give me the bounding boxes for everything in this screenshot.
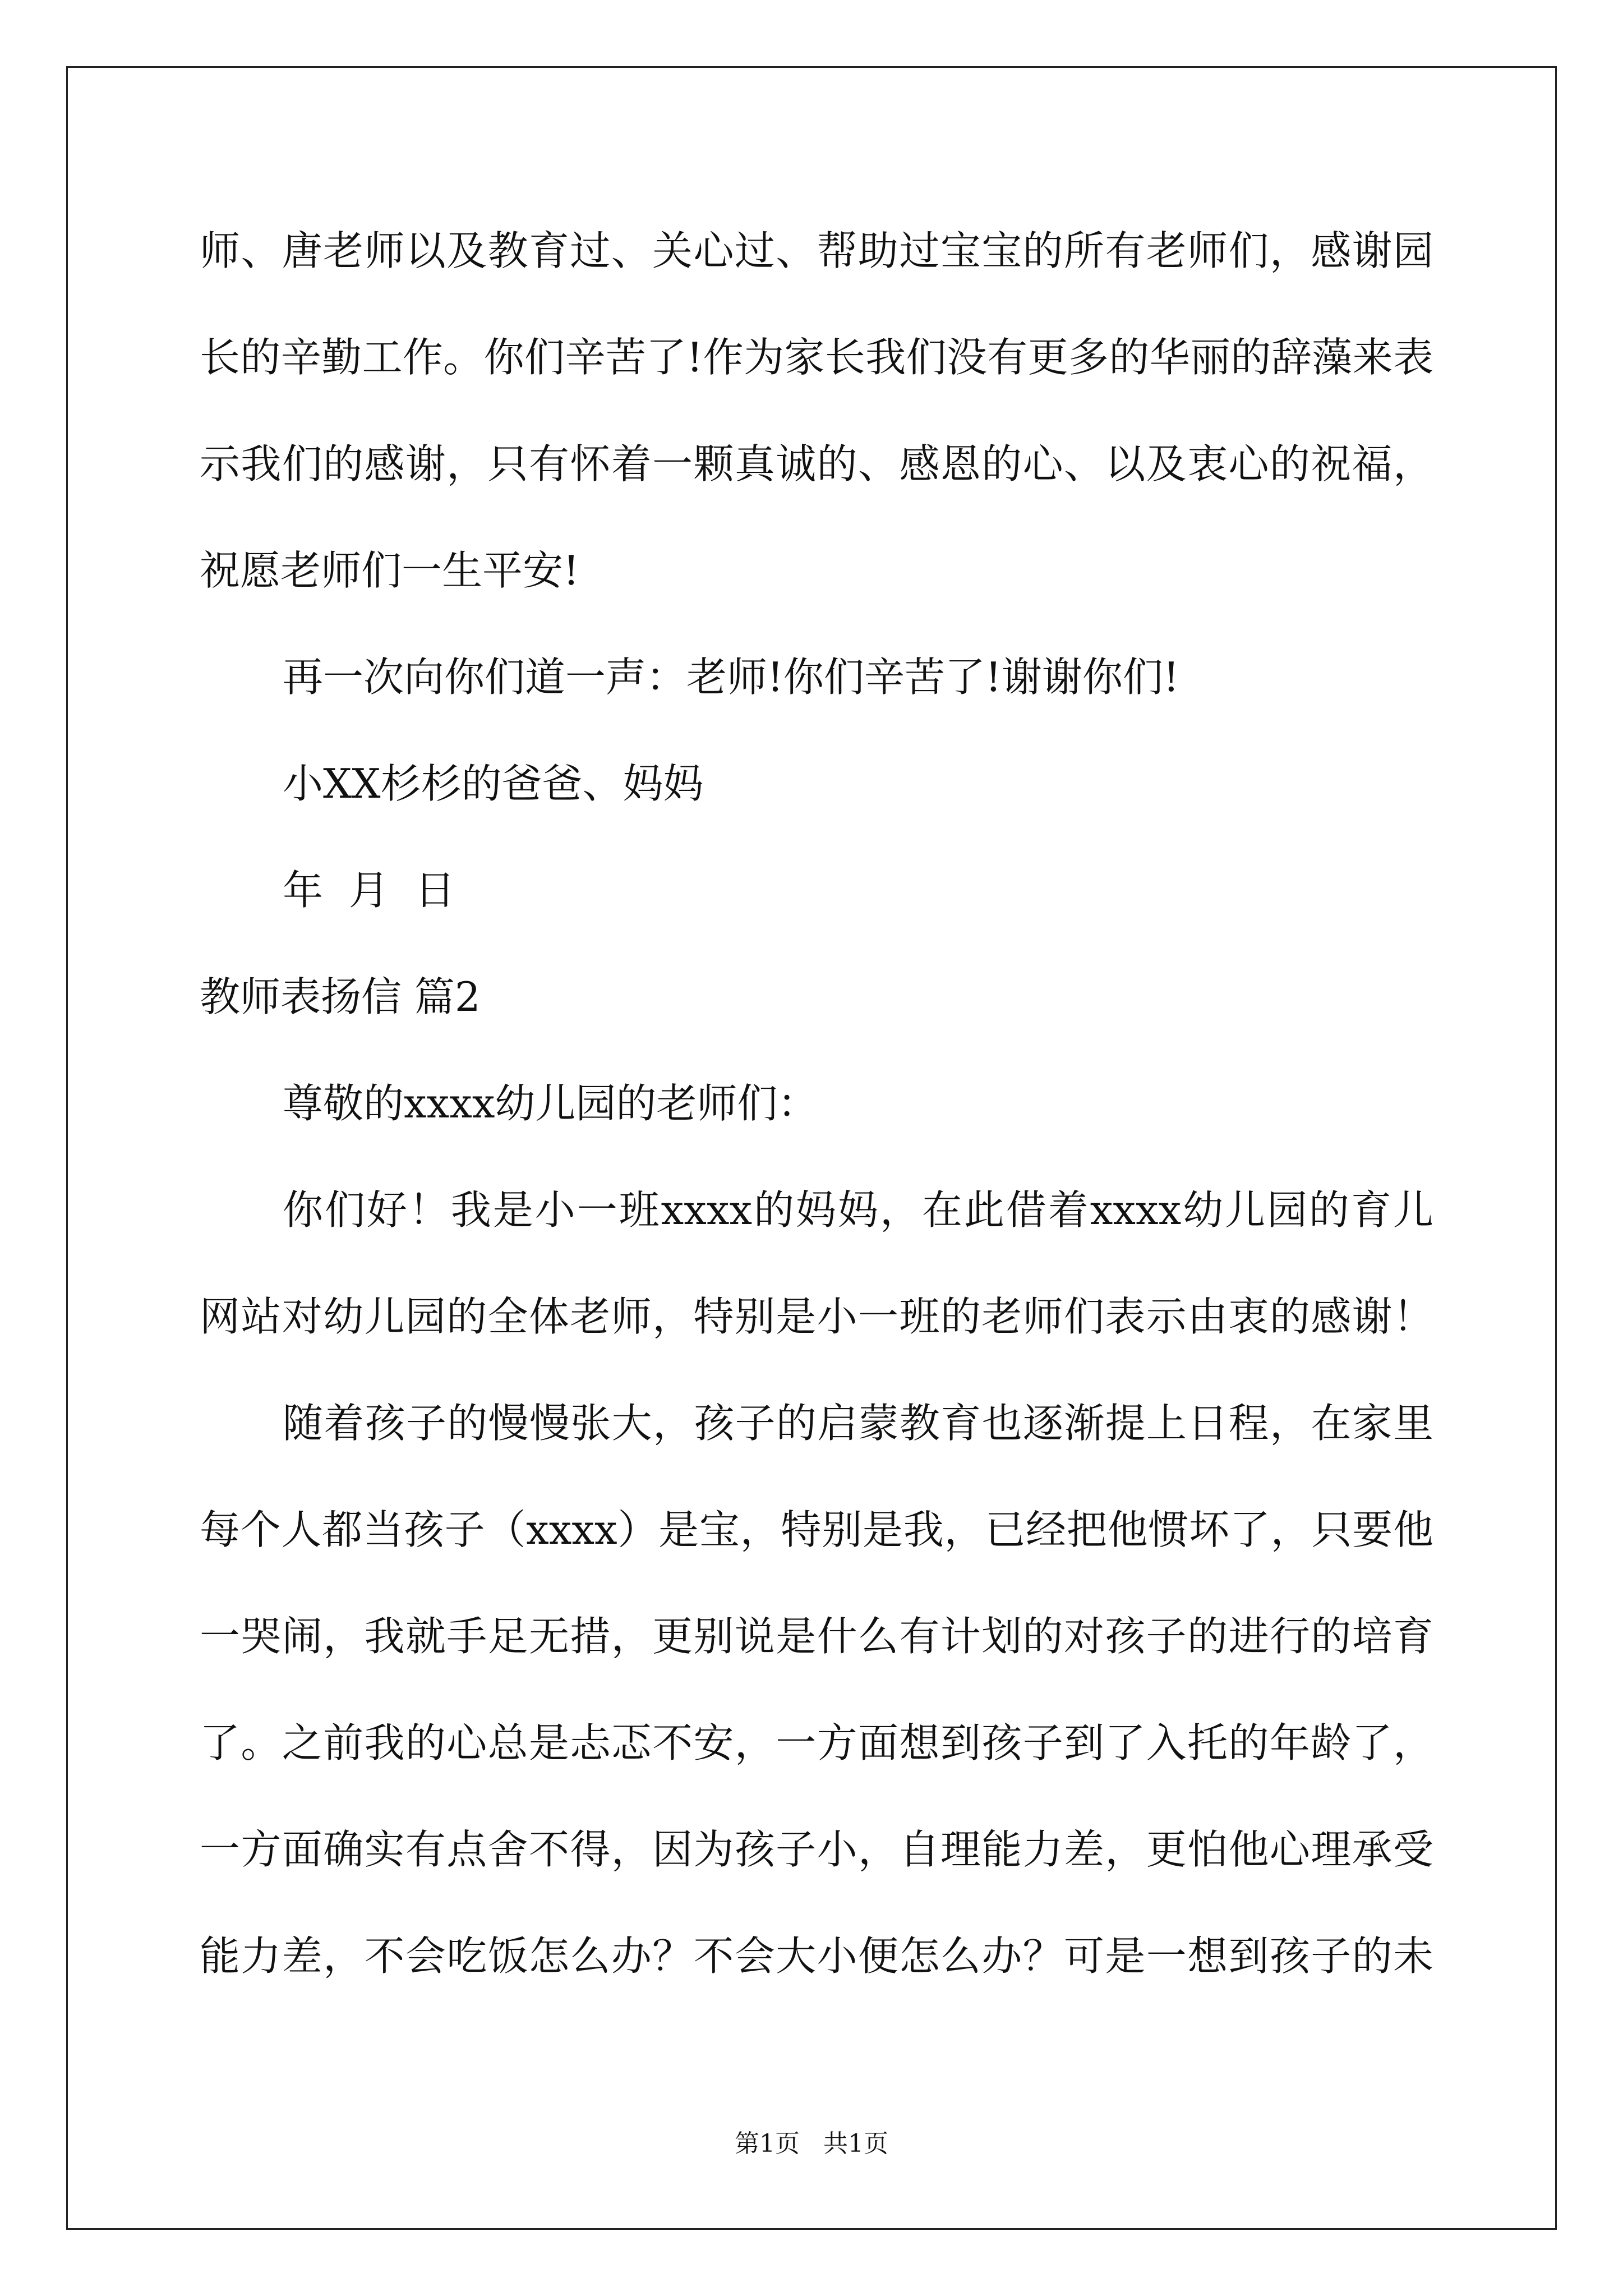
text-line-2: 长的辛勤工作。你们辛苦了!作为家长我们没有更多的华丽的辞藻来表: [200, 334, 1433, 381]
text-line-3: 示我们的感谢，只有怀着一颗真诚的、感恩的心、以及衷心的祝福，: [200, 440, 1433, 487]
page-footer: 第1页 共1页: [735, 2129, 888, 2158]
text-line-10: 你们好！我是小一班xxxx的妈妈，在此借着xxxx幼儿园的育儿: [283, 1186, 1433, 1234]
signature-line: 小XX杉杉的爸爸、妈妈: [283, 760, 704, 807]
text-line-1: 师、唐老师以及教育过、关心过、帮助过宝宝的所有老师们，感谢园: [200, 227, 1433, 274]
salutation-line: 尊敬的xxxx幼儿园的老师们：: [283, 1080, 818, 1127]
text-line-17: 能力差，不会吃饭怎么办？不会大小便怎么办？可是一想到孩子的未: [200, 1932, 1433, 1980]
text-line-11: 网站对幼儿园的全体老师，特别是小一班的老师们表示由衷的感谢！: [200, 1293, 1433, 1340]
text-line-15: 了。之前我的心总是忐忑不安，一方面想到孩子到了入托的年龄了，: [200, 1719, 1433, 1766]
text-line-4: 祝愿老师们一生平安!: [200, 547, 579, 594]
section-heading: 教师表扬信 篇2: [200, 973, 481, 1020]
page-border: [66, 66, 1557, 2230]
text-line-16: 一方面确实有点舍不得，因为孩子小，自理能力差，更怕他心理承受: [200, 1826, 1433, 1873]
text-line-13: 每个人都当孩子（xxxx）是宝，特别是我，已经把他惯坏了，只要他: [200, 1506, 1433, 1553]
date-line: 年 月 日: [283, 867, 455, 914]
text-line-12: 随着孩子的慢慢张大，孩子的启蒙教育也逐渐提上日程，在家里: [283, 1400, 1433, 1447]
text-line-5: 再一次向你们道一声：老师!你们辛苦了!谢谢你们!: [283, 654, 1179, 701]
text-line-14: 一哭闹，我就手足无措，更别说是什么有计划的对孩子的进行的培育: [200, 1613, 1433, 1660]
